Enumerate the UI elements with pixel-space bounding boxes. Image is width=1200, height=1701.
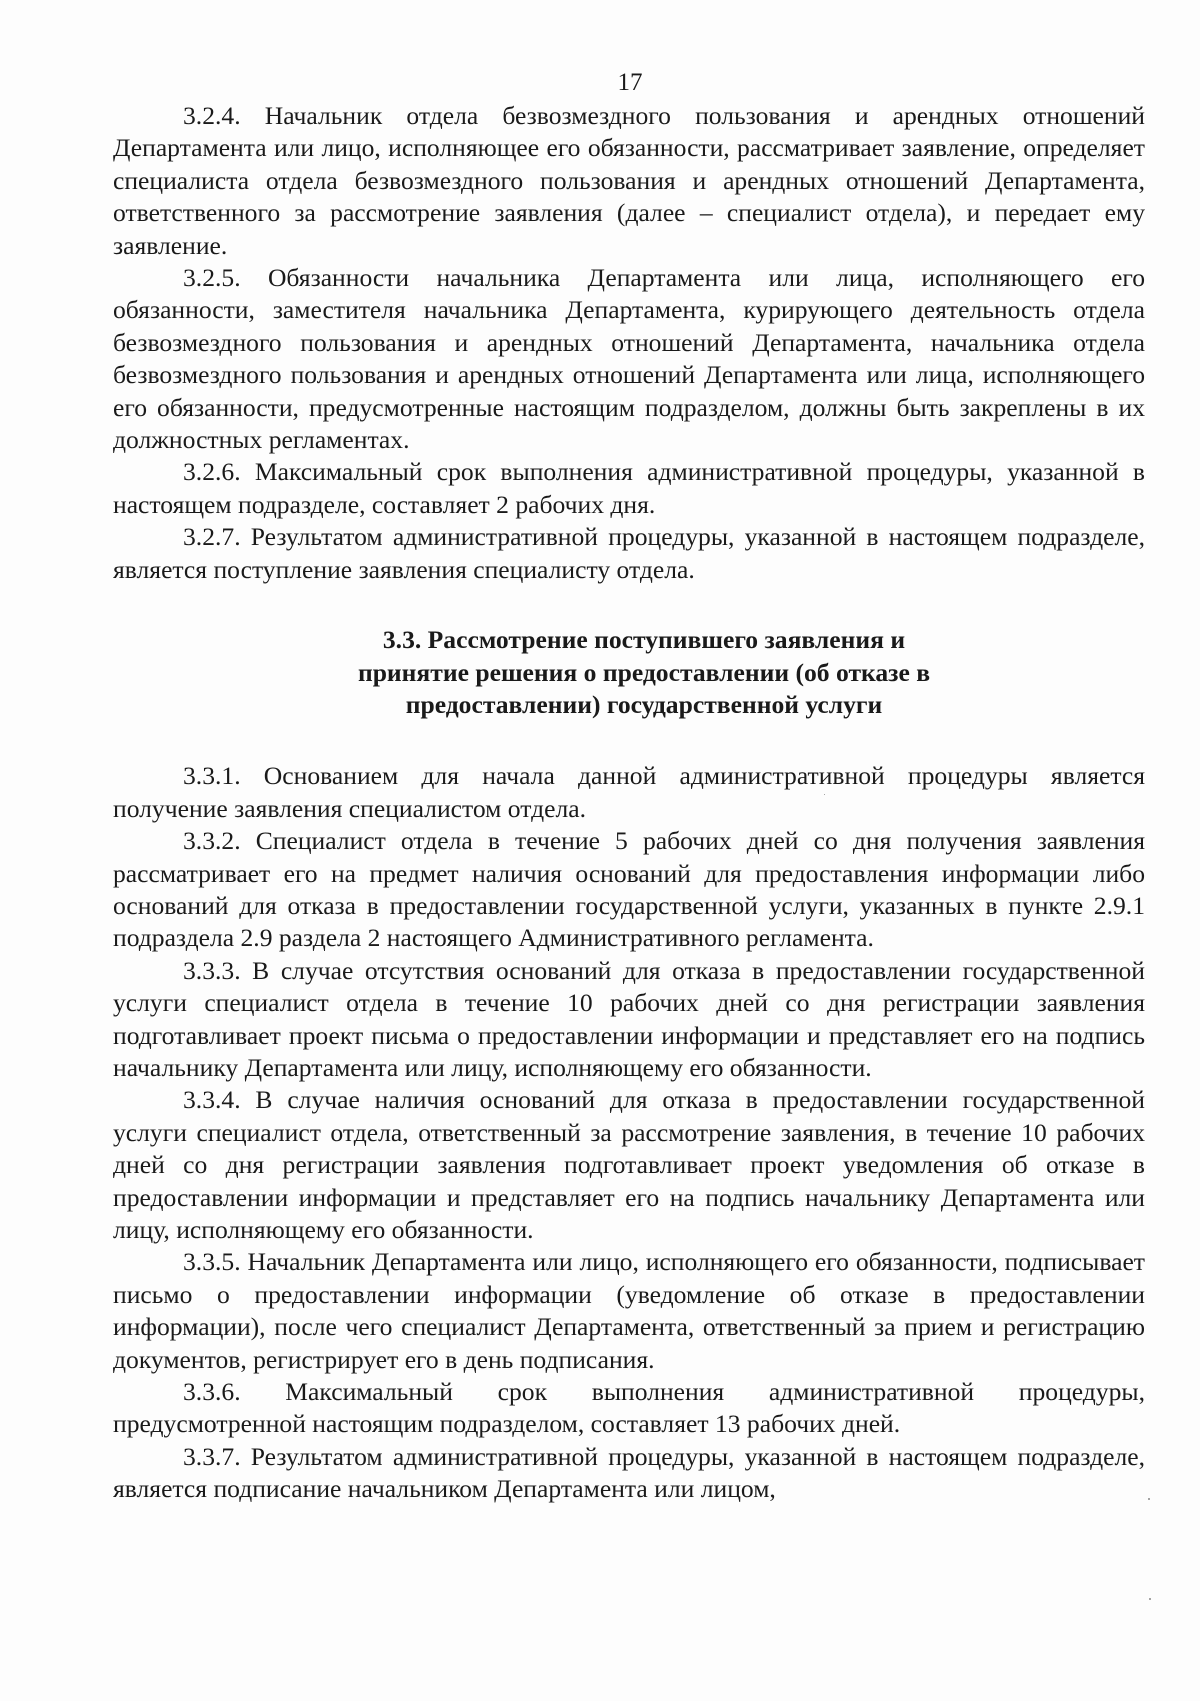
- paragraph-3-2-5: 3.2.5. Обязанности начальника Департамента или лица, исполняющего его обязанности, заместителя начальника Департамента, курирующего деятельность отдела безвозмездного пользования и арендных отношений Департамента, начальника отдела безвозмездного пользования и арендных отношений Департамента или лица, исполняющего его обязанности, предусмотренные настоящим подразделом, должны быть закреплены в их должностных регламентах.: [113, 263, 1145, 455]
- paragraph-3-3-2: 3.3.2. Специалист отдела в течение 5 рабочих дней со дня получения заявления рассматривает его на предмет наличия оснований для предоставления информации либо оснований для отказа в предоставлении государственной услуги, указанных в пункте 2.9.1 подраздела 2.9 раздела 2 настоящего Административного регламента.: [113, 826, 1145, 953]
- paragraph-3-2-6: 3.2.6. Максимальный срок выполнения административной процедуры, указанной в настоящем подразделе, составляет 2 рабочих дня.: [113, 457, 1145, 519]
- scan-speck: [1149, 1598, 1151, 1600]
- section-heading-3-3: [113, 624, 1145, 721]
- heading-line-1: 3.3. Рассмотрение поступившего заявления и: [382, 625, 906, 655]
- paragraph-3-3-6: 3.3.6. Максимальный срок выполнения административной процедуры, предусмотренной настоящим подразделом, составляет 13 рабочих дней.: [113, 1377, 1145, 1439]
- page-number: 17: [617, 69, 643, 96]
- paragraph-3-2-4: 3.2.4. Начальник отдела безвозмездного пользования и арендных отношений Департамента или лицо, исполняющее его обязанности, рассматривает заявление, определяет специалиста отдела безвозмездного пользования и арендных отношений Департамента, ответственного за рассмотрение заявления (далее – специалист отдела), и передает ему заявление.: [113, 101, 1145, 260]
- paragraph-3-3-4: 3.3.4. В случае наличия оснований для отказа в предоставлении государственной услуги специалист отдела, ответственный за рассмотрение заявления, в течение 10 рабочих дней со дня регистрации заявления подготавливает проект уведомления об отказе в предоставлении информации и представляет его на подпись начальнику Департамента или лицу, исполняющему его обязанности.: [113, 1085, 1145, 1244]
- heading-line-3: предоставлении) государственной услуги: [405, 689, 883, 719]
- document-body: [113, 100, 1145, 1506]
- paragraph-3-3-7: 3.3.7. Результатом административной процедуры, указанной в настоящем подразделе, является подписание начальником Департамента или лицом,: [113, 1441, 1145, 1504]
- scan-speck: [1148, 1498, 1150, 1500]
- paragraph-3-3-5: 3.3.5. Начальник Департамента или лицо, исполняющего его обязанности, подписывает письмо о предоставлении информации (уведомление об отказе в предоставлении информации), после чего специалист Департамента, ответственный за прием и регистрацию документов, регистрирует его в день подписания.: [113, 1247, 1145, 1374]
- heading-line-2: принятие решения о предоставлении (об отказе в: [357, 657, 931, 687]
- scan-speck: [824, 794, 825, 795]
- paragraph-3-3-1: 3.3.1. Основанием для начала данной административной процедуры является получение заявления специалистом отдела.: [113, 761, 1145, 823]
- paragraph-3-2-7: 3.2.7. Результатом административной процедуры, указанной в настоящем подразделе, является поступление заявления специалисту отдела.: [113, 522, 1145, 584]
- paragraph-3-3-3: 3.3.3. В случае отсутствия оснований для отказа в предоставлении государственной услуги специалист отдела в течение 10 рабочих дней со дня регистрации заявления подготавливает проект письма о предоставлении информации и представляет его на подпись начальнику Департамента или лицу, исполняющему его обязанности.: [113, 955, 1145, 1082]
